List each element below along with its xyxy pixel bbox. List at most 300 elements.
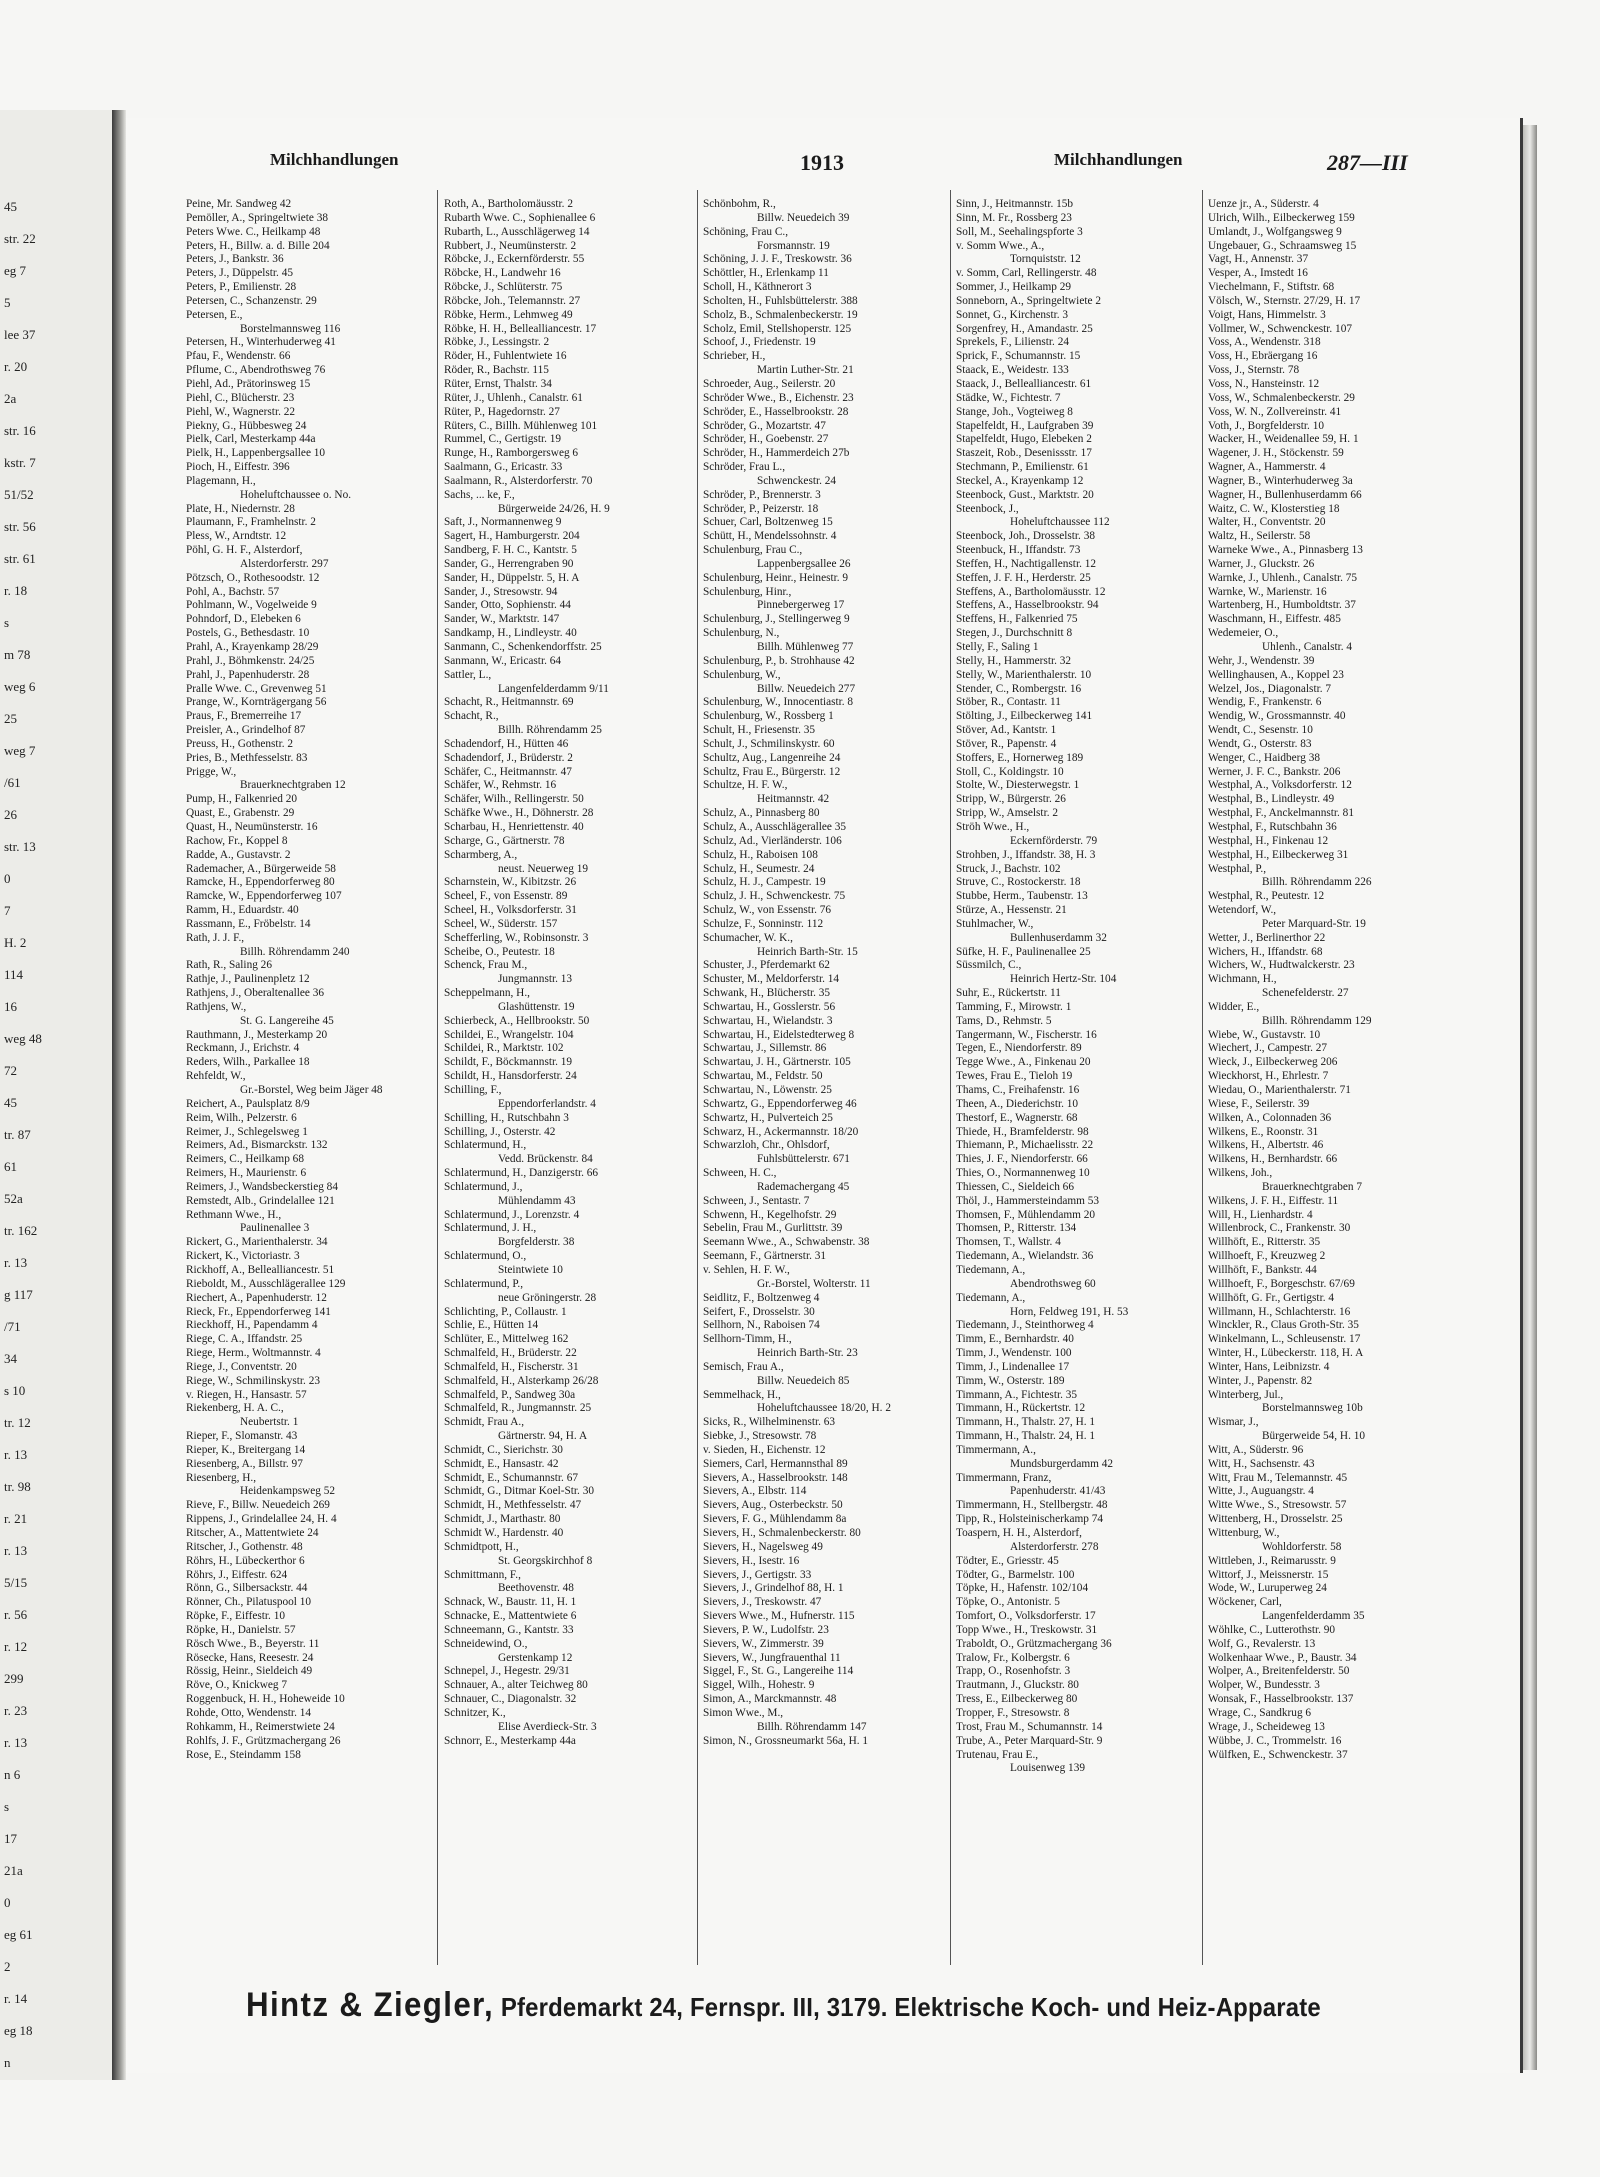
listing-entry: Schnorr, E., Mesterkamp 44a — [444, 1734, 576, 1747]
previous-page-text: str. 22 — [4, 231, 36, 246]
listing-entry: Wieck, J., Eilbeckerweg 206 — [1208, 1056, 1338, 1069]
listing-entry: Thies, J. F., Niendorferstr. 66 — [956, 1153, 1088, 1166]
listing-entry: Borstelmannsweg 10b — [1262, 1402, 1363, 1415]
listing-entry: Schenefelderstr. 27 — [1262, 987, 1349, 1000]
listing-entry: Ritscher, J., Gothenstr. 48 — [186, 1540, 303, 1553]
listing-entry: Schroeder, Aug., Seilerstr. 20 — [703, 377, 836, 390]
previous-page-text: 7 — [4, 903, 11, 918]
listing-column-3 — [703, 198, 951, 1958]
listing-entry: Lappenbergsallee 26 — [757, 557, 851, 570]
listing-entry: Schulenburg, W., Innocentiastr. 8 — [703, 696, 854, 709]
listing-entry: Stubbe, Herm., Taubenstr. 13 — [956, 890, 1088, 903]
listing-entry: Rieckhoff, H., Papendamm 4 — [186, 1319, 318, 1332]
listing-entry: Röbcke, H., Landwehr 16 — [444, 267, 561, 280]
listing-entry: v. Somm, Carl, Rellingerstr. 48 — [956, 267, 1097, 280]
listing-entry: Schmidt, C., Sierichstr. 30 — [444, 1443, 563, 1456]
listing-entry: Simon Wwe., M., — [703, 1706, 784, 1719]
previous-page-text: H. 2 — [4, 935, 27, 950]
listing-entry: Schulz, H. J., Campestr. 19 — [703, 876, 826, 889]
listing-entry: Seemann, F., Gärtnerstr. 31 — [703, 1250, 827, 1263]
listing-column-5 — [1208, 198, 1470, 1958]
previous-page-text: 21a — [4, 1863, 23, 1878]
listing-entry: Sinn, M. Fr., Rossberg 23 — [956, 211, 1072, 224]
listing-entry: Schwartau, N., Löwenstr. 25 — [703, 1084, 832, 1096]
listing-entry: Schöttler, H., Erlenkamp 11 — [703, 267, 829, 280]
listing-entry: Westphal, B., Lindleystr. 49 — [1208, 793, 1335, 806]
listing-entry: Warnke, J., Uhlenh., Canalstr. 75 — [1208, 571, 1358, 584]
listing-entry: Umlandt, J., Wolfgangsweg 9 — [1208, 225, 1342, 238]
listing-entry: Schnacke, E., Mattentwiete 6 — [444, 1610, 577, 1623]
listing-entry: Wendt, G., Osterstr. 83 — [1208, 737, 1312, 750]
listing-entry: Willenbrock, C., Frankenstr. 30 — [1208, 1222, 1351, 1235]
listing-entry: Struve, C., Rostockerstr. 18 — [956, 876, 1081, 889]
previous-page-text: s 10 — [4, 1383, 26, 1398]
previous-page-text: str. 56 — [4, 519, 36, 534]
listing-entry: Billh. Röhrendamm 25 — [498, 724, 602, 737]
previous-page-text: lee 37 — [4, 327, 36, 342]
listing-entry: Warneke Wwe., A., Pinnasberg 13 — [1208, 544, 1363, 557]
listing-entry: Timmermann, Franz, — [956, 1471, 1052, 1484]
listing-entry: Schlüter, E., Mittelweg 162 — [444, 1333, 569, 1346]
listing-entry: Rubbert, J., Neumünsterstr. 2 — [444, 239, 577, 252]
listing-entry: Pries, B., Methfesselstr. 83 — [186, 751, 308, 764]
listing-entry: Schulz, A., Pinnasberg 80 — [703, 807, 820, 820]
previous-page-text: /71 — [4, 1319, 21, 1334]
listing-entry: Reim, Wilh., Pelzerstr. 6 — [186, 1111, 297, 1124]
listing-entry: Glashüttenstr. 19 — [498, 1000, 575, 1013]
listing-entry: Sievers, H., Isestr. 16 — [703, 1554, 800, 1567]
previous-page-text: r. 20 — [4, 359, 28, 374]
page-edge — [1523, 125, 1537, 2070]
listing-entry: Eckernförderstr. 79 — [1010, 834, 1098, 847]
listing-entry: Seifert, F., Drosselstr. 30 — [703, 1305, 815, 1318]
listing-entry: Rieper, K., Breitergang 14 — [186, 1443, 306, 1456]
listing-entry: Schnitzer, K., — [444, 1706, 506, 1719]
listing-entry: Tropper, F., Stresowstr. 8 — [956, 1706, 1070, 1719]
listing-entry: Schröder, P., Brennerstr. 3 — [703, 488, 821, 501]
listing-entry: v. Sehlen, H. F. W., — [703, 1263, 790, 1276]
listing-entry: Voss, N., Hansteinstr. 12 — [1208, 377, 1320, 390]
listing-entry: Preisler, A., Grindelhof 87 — [186, 724, 306, 737]
listing-entry: Timmermann, A., — [956, 1443, 1036, 1456]
listing-entry: Schmidtpott, H., — [444, 1540, 519, 1553]
listing-entry: Röpke, F., Eiffestr. 10 — [186, 1610, 285, 1623]
listing-entry: Wolper, W., Bundesstr. 3 — [1208, 1679, 1320, 1692]
listing-entry: Prahl, A., Krayenkamp 28/29 — [186, 641, 319, 653]
previous-page-text: 2 — [4, 1959, 11, 1974]
advertisement-text: Pferdemarkt 24, Fernspr. III, 3179. Elektrische Koch- und Heiz-Apparate — [500, 1992, 1321, 2022]
listing-entry: Sievers, P. W., Ludolfstr. 23 — [703, 1623, 829, 1636]
listing-entry: Rieck, Fr., Eppendorferweg 141 — [186, 1305, 331, 1318]
listing-entry: Schwartau, H., Eidelstedterweg 8 — [703, 1028, 855, 1041]
listing-entry: Rohkamm, H., Reimerstwiete 24 — [186, 1720, 335, 1733]
listing-entry: Schildei, R., Marktstr. 102 — [444, 1042, 564, 1055]
listing-entry: Heidenkampsweg 52 — [240, 1485, 336, 1498]
listing-entry: Piehl, C., Blücherstr. 23 — [186, 391, 295, 404]
listing-entry: Schwartau, J., Sillemstr. 86 — [703, 1042, 827, 1055]
listing-entry: Schlatermund, O., — [444, 1250, 527, 1263]
running-head-left: Milchhandlungen — [270, 150, 399, 169]
listing-entry: Neubertstr. 1 — [240, 1416, 299, 1429]
listing-entry: Pohl, A., Bachstr. 57 — [186, 585, 280, 598]
listing-entry: Schmidt, E., Hansastr. 42 — [444, 1457, 559, 1470]
listing-entry: Schadendorf, H., Hütten 46 — [444, 737, 569, 750]
listing-entry: Wilkens, E., Roonstr. 31 — [1208, 1125, 1319, 1138]
page-number: 287—III — [1327, 150, 1408, 175]
listing-entry: Langenfelderdamm 35 — [1262, 1610, 1365, 1623]
listing-entry: Pöhl, G. H. F., Alsterdorf, — [186, 544, 303, 557]
listing-entry: Steffens, A., Hasselbrookstr. 94 — [956, 599, 1099, 612]
listing-entry: Schröder, E., Hasselbrookstr. 28 — [703, 405, 849, 418]
previous-page-text: eg 18 — [4, 2023, 33, 2038]
listing-entry: v. Riegen, H., Hansastr. 57 — [186, 1388, 307, 1401]
listing-entry: Billh. Röhrendamm 147 — [757, 1720, 867, 1733]
listing-entry: Sander, G., Herrengraben 90 — [444, 557, 574, 570]
listing-entry: Walter, H., Conventstr. 20 — [1208, 516, 1326, 529]
listing-entry: Riege, W., Schmilinskystr. 23 — [186, 1374, 321, 1387]
listing-entry: Siggel, Wilh., Hohestr. 9 — [703, 1679, 815, 1692]
listing-entry: Schmalfeld, H., Alsterkamp 26/28 — [444, 1374, 599, 1387]
listing-entry: Rathje, J., Paulinenpletz 12 — [186, 973, 310, 986]
listing-entry: Schacht, R., Heitmannstr. 69 — [444, 696, 574, 709]
listing-entry: Rönn, G., Silbersackstr. 44 — [186, 1582, 308, 1595]
listing-entry: Reckmann, J., Erichstr. 4 — [186, 1042, 300, 1055]
listing-entry: Scheel, W., Süderstr. 157 — [444, 917, 558, 930]
listing-entry: Rathjens, W., — [186, 1000, 247, 1013]
listing-entry: Reichert, A., Paulsplatz 8/9 — [186, 1097, 310, 1110]
listing-entry: Wagner, A., Hammerstr. 4 — [1208, 461, 1326, 474]
listing-entry: v. Somm Wwe., A., — [956, 239, 1045, 252]
listing-entry: Wiebe, W., Gustavstr. 10 — [1208, 1028, 1321, 1041]
listing-entry: Schäfer, C., Heitmannstr. 47 — [444, 765, 572, 778]
listing-entry: Sievers, Aug., Osterbeckstr. 50 — [703, 1499, 843, 1512]
previous-page-text: str. 61 — [4, 551, 36, 566]
listing-entry: Schwank, H., Blücherstr. 35 — [703, 987, 831, 1000]
listing-entry: Schmalfeld, P., Sandweg 30a — [444, 1388, 576, 1401]
listing-entry: Wöhlke, C., Lutterothstr. 90 — [1208, 1623, 1336, 1636]
listing-column-4 — [956, 198, 1204, 1958]
listing-entry: Schilling, J., Osterstr. 42 — [444, 1125, 556, 1138]
listing-entry: Schwartau, J. H., Gärtnerstr. 105 — [703, 1056, 851, 1069]
listing-entry: Petersen, C., Schanzenstr. 29 — [186, 294, 317, 307]
listing-entry: Voss, J., Sternstr. 78 — [1208, 364, 1300, 377]
listing-entry: Sprick, F., Schumannstr. 15 — [956, 350, 1081, 363]
listing-entry: Topp Wwe., H., Treskowstr. 31 — [956, 1623, 1098, 1636]
listing-entry: Tegen, E., Niendorferstr. 89 — [956, 1042, 1082, 1055]
listing-entry: Schmalfeld, H., Fischerstr. 31 — [444, 1360, 579, 1373]
listing-entry: Werner, J. F. C., Bankstr. 206 — [1208, 765, 1341, 778]
listing-entry: Billh. Röhrendamm 129 — [1262, 1014, 1372, 1027]
listing-entry: Thiemann, P., Michaelisstr. 22 — [956, 1139, 1094, 1152]
listing-entry: Westphal, H., Finkenau 12 — [1208, 834, 1329, 847]
listing-entry: Städke, W., Fichtestr. 7 — [956, 391, 1061, 404]
listing-entry: Stoffers, E., Hornerweg 189 — [956, 751, 1084, 764]
listing-entry: Sievers, A., Elbstr. 114 — [703, 1485, 807, 1498]
listing-entry: Thams, C., Freihafenstr. 16 — [956, 1084, 1080, 1096]
listing-entry: Riekenberg, H. A. C., — [186, 1402, 284, 1415]
listing-entry: Schmittmann, F., — [444, 1568, 521, 1581]
listing-entry: Siggel, F., St. G., Langereihe 114 — [703, 1665, 854, 1678]
listing-entry: Westphal, R., Peutestr. 12 — [1208, 890, 1325, 903]
listing-entry: Trube, A., Peter Marquard-Str. 9 — [956, 1734, 1103, 1747]
listing-entry: Stuhlmacher, W., — [956, 917, 1034, 930]
listing-entry: Schulz, H., Raboisen 108 — [703, 848, 818, 861]
listing-entry: Staack, E., Weidestr. 133 — [956, 364, 1069, 377]
listing-entry: Peters Wwe. C., Heilkamp 48 — [186, 225, 321, 238]
listing-entry: Rose, E., Steindamm 158 — [186, 1748, 301, 1761]
listing-entry: Schnepel, J., Hegestr. 29/31 — [444, 1665, 570, 1678]
previous-page-text: g 117 — [4, 1287, 33, 1302]
listing-entry: Sandkamp, H., Lindleystr. 40 — [444, 627, 577, 640]
listing-entry: Voss, A., Wendenstr. 318 — [1208, 336, 1321, 349]
previous-page-text: 45 — [4, 1095, 17, 1110]
listing-entry: Steenbuck, H., Iffandstr. 73 — [956, 544, 1081, 557]
listing-entry: Töpke, O., Antonistr. 5 — [956, 1596, 1060, 1609]
listing-entry: Westphal, A., Volksdorferstr. 12 — [1208, 779, 1352, 792]
listing-entry: Röder, H., Fuhlentwiete 16 — [444, 350, 567, 363]
listing-entry: Sandberg, F. H. C., Kantstr. 5 — [444, 544, 577, 557]
listing-entry: Wichers, W., Hudtwalckerstr. 23 — [1208, 959, 1355, 972]
listing-entry: Prange, W., Kornträgergang 56 — [186, 696, 327, 709]
listing-entry: Willmann, H., Schlachterstr. 16 — [1208, 1305, 1351, 1318]
listing-entry: Peter Marquard-Str. 19 — [1262, 917, 1366, 930]
listing-entry: Gr.-Borstel, Weg beim Jäger 48 — [240, 1084, 383, 1096]
previous-page-text: tr. 87 — [4, 1127, 31, 1142]
listing-entry: Tress, E., Eilbeckerweg 80 — [956, 1693, 1078, 1706]
previous-page-text: weg 7 — [4, 743, 36, 758]
listing-entry: Billh. Röhrendamm 240 — [240, 945, 350, 958]
listing-entry: Alsterdorferstr. 297 — [240, 557, 329, 570]
listing-entry: Reimers, J., Wandsbeckerstieg 84 — [186, 1180, 338, 1193]
listing-entry: Vollmer, W., Schwenckestr. 107 — [1208, 322, 1352, 335]
listing-entry: Sander, Otto, Sophienstr. 44 — [444, 599, 571, 612]
listing-entry: Billw. Neuedeich 85 — [757, 1374, 850, 1387]
listing-entry: Borgfelderstr. 38 — [498, 1236, 575, 1249]
listing-entry: Theen, A., Diederichstr. 10 — [956, 1097, 1079, 1110]
listing-entry: Billh. Mühlenweg 77 — [757, 641, 854, 653]
listing-entry: Tödter, E., Griesstr. 45 — [956, 1554, 1059, 1567]
listing-entry: Hoheluftchaussee 18/20, H. 2 — [757, 1402, 891, 1415]
listing-entry: St. G. Langereihe 45 — [240, 1014, 334, 1027]
listing-entry: Wolkenhaar Wwe., P., Baustr. 34 — [1208, 1651, 1357, 1664]
previous-page-text: r. 13 — [4, 1735, 28, 1750]
listing-entry: Forsmannstr. 19 — [757, 239, 830, 252]
listing-entry: Billw. Neuedeich 277 — [757, 682, 856, 695]
listing-entry: Schoof, J., Friedenstr. 19 — [703, 336, 816, 349]
listing-entry: Rüter, P., Hagedornstr. 27 — [444, 405, 560, 418]
listing-entry: Schulenburg, N., — [703, 627, 780, 640]
listing-entry: Töpke, H., Hafenstr. 102/104 — [956, 1582, 1089, 1595]
previous-page-text: r. 13 — [4, 1255, 28, 1270]
listing-entry: Hoheluftchaussee o. No. — [240, 488, 352, 501]
previous-page-text: r. 23 — [4, 1703, 28, 1718]
listing-entry: Louisenweg 139 — [1010, 1762, 1085, 1775]
listing-entry: Scheel, F., von Essenstr. 89 — [444, 890, 568, 903]
book-gutter — [112, 110, 126, 2080]
previous-page-text: n — [4, 2055, 11, 2070]
listing-entry: Voss, W., Schmalenbeckerstr. 29 — [1208, 391, 1355, 404]
previous-page-text: s — [4, 1799, 10, 1814]
listing-entry: Piekny, G., Hübbesweg 24 — [186, 419, 307, 432]
listing-entry: Wilkens, H., Bernhardstr. 66 — [1208, 1153, 1338, 1166]
listing-entry: Remstedt, Alb., Grindelallee 121 — [186, 1194, 335, 1207]
listing-entry: Schuer, Carl, Boltzenweg 15 — [703, 516, 833, 529]
listing-entry: Schneemann, G., Kantstr. 33 — [444, 1623, 574, 1636]
listing-entry: Schmidt, E., Schumannstr. 67 — [444, 1471, 578, 1484]
listing-entry: Widder, E., — [1208, 1000, 1260, 1013]
listing-entry: Simon, N., Grossneumarkt 56a, H. 1 — [703, 1734, 869, 1747]
listing-entry: Wrage, J., Scheideweg 13 — [1208, 1720, 1325, 1733]
listing-entry: Stelly, H., Hammerstr. 32 — [956, 654, 1072, 667]
listing-entry: Tiedemann, A., Wielandstr. 36 — [956, 1250, 1094, 1263]
listing-entry: Schröder, H., Goebenstr. 27 — [703, 433, 829, 446]
advertisement-footer — [246, 1986, 1321, 2025]
listing-entry: Schäfer, W., Rehmstr. 16 — [444, 779, 557, 792]
listing-entry: Ströh Wwe., H., — [956, 820, 1030, 833]
listing-entry: Tralow, Fr., Kolbergstr. 6 — [956, 1651, 1070, 1664]
previous-page-text: 52a — [4, 1191, 23, 1206]
listing-entry: Schwarzloh, Chr., Ohlsdorf, — [703, 1139, 830, 1152]
listing-entry: Praus, F., Bremerreihe 17 — [186, 710, 302, 723]
listing-entry: Rauthmann, J., Mesterkamp 20 — [186, 1028, 328, 1041]
listing-entry: Sievers, H., Schmalenbeckerstr. 80 — [703, 1527, 861, 1539]
listing-entry: Witte, J., Auguangstr. 4 — [1208, 1485, 1314, 1498]
listing-entry: Petersen, H., Winterhuderweg 41 — [186, 336, 336, 349]
listing-entry: Sanmann, C., Schenkendorffstr. 25 — [444, 641, 602, 653]
listing-entry: Schenck, Frau M., — [444, 959, 528, 972]
previous-page-text: 61 — [4, 1159, 17, 1174]
listing-entry: Wedemeier, O., — [1208, 627, 1279, 640]
listing-entry: Vedd. Brückenstr. 84 — [498, 1153, 593, 1166]
listing-entry: Schlatermund, J. H., — [444, 1222, 537, 1235]
previous-page-text: /61 — [4, 775, 21, 790]
listing-entry: Wolper, A., Breitenfelderstr. 50 — [1208, 1665, 1350, 1678]
listing-entry: Stender, C., Rombergstr. 16 — [956, 682, 1082, 695]
listing-entry: Röhrs, J., Eiffestr. 624 — [186, 1568, 288, 1581]
listing-entry: Brauerknechtgraben 7 — [1262, 1180, 1363, 1193]
listing-entry: Vesper, A., Imstedt 16 — [1208, 267, 1308, 280]
listing-entry: Waltz, H., Seilerstr. 58 — [1208, 530, 1311, 543]
listing-entry: Wiese, F., Seilerstr. 39 — [1208, 1097, 1310, 1110]
listing-entry: Röve, O., Knickweg 7 — [186, 1679, 288, 1692]
listing-entry: Schröder, H., Hammerdeich 27b — [703, 447, 850, 460]
listing-entry: Ulrich, Wilh., Eilbeckerweg 159 — [1208, 211, 1355, 224]
listing-entry: Uenze jr., A., Süderstr. 4 — [1208, 198, 1319, 210]
listing-entry: Stripp, W., Amselstr. 2 — [956, 807, 1059, 820]
listing-entry: Quast, H., Neumünsterstr. 16 — [186, 820, 318, 833]
listing-entry: Piehl, W., Wagnerstr. 22 — [186, 405, 296, 418]
listing-entry: Winterberg, Jul., — [1208, 1388, 1284, 1401]
listing-entry: Rösecke, Hans, Reesestr. 24 — [186, 1651, 314, 1664]
listing-entry: Westphal, F., Rutschbahn 36 — [1208, 820, 1337, 833]
listing-entry: Schlatermund, H., — [444, 1139, 527, 1152]
listing-entry: Thomsen, F., Mühlendamm 20 — [956, 1208, 1096, 1221]
listing-entry: Wöckener, Carl, — [1208, 1596, 1282, 1609]
listing-entry: Westphal, F., Anckelmannstr. 81 — [1208, 807, 1354, 820]
listing-entry: Sellhorn-Timm, H., — [703, 1333, 792, 1346]
listing-entry: Schnauer, A., alter Teichweg 80 — [444, 1679, 588, 1692]
listing-entry: Semmelhack, H., — [703, 1388, 781, 1401]
listing-entry: Rubarth, L., Ausschlägerweg 14 — [444, 225, 590, 238]
listing-entry: Horn, Feldweg 191, H. 53 — [1010, 1305, 1129, 1318]
listing-entry: Wilkens, J. F. H., Eiffestr. 11 — [1208, 1194, 1339, 1207]
listing-entry: Martin Luther-Str. 21 — [757, 364, 854, 377]
listing-entry: Gr.-Borstel, Wolterstr. 11 — [757, 1277, 871, 1290]
listing-entry: Strohben, J., Iffandstr. 38, H. 3 — [956, 848, 1096, 861]
listing-entry: Steffen, J. F. H., Herderstr. 25 — [956, 571, 1091, 584]
listing-entry: Prigge, W., — [186, 765, 237, 778]
listing-entry: Ramcke, W., Eppendorferweg 107 — [186, 890, 342, 903]
listing-entry: Scharge, G., Gärtnerstr. 78 — [444, 834, 565, 847]
listing-entry: Winter, Hans, Leibnizstr. 4 — [1208, 1360, 1330, 1373]
listing-entry: Sander, W., Marktstr. 147 — [444, 613, 560, 626]
listing-entry: Scharmberg, A., — [444, 848, 518, 861]
listing-entry: Röbke, J., Lessingstr. 2 — [444, 336, 550, 349]
listing-entry: Mühlendamm 43 — [498, 1194, 576, 1207]
listing-entry: neue Gröningerstr. 28 — [498, 1291, 597, 1304]
listing-entry: Wiedau, O., Marienthalerstr. 71 — [1208, 1084, 1351, 1096]
listing-entry: Pump, H., Falkenried 20 — [186, 793, 298, 806]
previous-page-text: weg 6 — [4, 679, 36, 694]
previous-page-text: r. 21 — [4, 1511, 28, 1526]
listing-entry: Schildt, H., Hansdorferstr. 24 — [444, 1070, 577, 1083]
listing-entry: Wenger, C., Haidberg 38 — [1208, 751, 1320, 764]
listing-entry: Pielk, H., Lappenbergsallee 10 — [186, 447, 326, 460]
listing-entry: Schröder, G., Mozartstr. 47 — [703, 419, 826, 432]
listing-entry: Papenhuderstr. 41/43 — [1010, 1485, 1106, 1498]
listing-entry: Schierbeck, A., Hellbrookstr. 50 — [444, 1014, 590, 1027]
listing-entry: Sicks, R., Wilhelminenstr. 63 — [703, 1416, 836, 1429]
listing-entry: Steffens, A., Bartholomäusstr. 12 — [956, 585, 1106, 598]
listing-entry: Sievers, W., Jungfrauenthal 11 — [703, 1651, 841, 1664]
listing-entry: Sebelin, Frau M., Gurlittstr. 39 — [703, 1222, 843, 1235]
listing-entry: Thies, O., Normannenweg 10 — [956, 1167, 1090, 1180]
listing-entry: Peine, Mr. Sandweg 42 — [186, 198, 292, 210]
listing-entry: Heinrich Barth-Str. 15 — [757, 945, 858, 958]
listing-entry: Röpke, H., Danielstr. 57 — [186, 1623, 296, 1636]
listing-entry: Schulze, F., Sonninstr. 112 — [703, 917, 824, 930]
listing-entry: Stripp, W., Bürgerstr. 26 — [956, 793, 1066, 806]
listing-entry: Riesenberg, H., — [186, 1471, 257, 1484]
listing-entry: Wetendorf, W., — [1208, 904, 1277, 917]
listing-entry: Rathjens, J., Oberaltenallee 36 — [186, 987, 325, 1000]
listing-entry: Langenfelderdamm 9/11 — [498, 682, 609, 695]
listing-entry: Schmalfeld, H., Brüderstr. 22 — [444, 1347, 577, 1360]
listing-entry: Reimer, J., Schlegelsweg 1 — [186, 1125, 308, 1138]
listing-entry: Rohlfs, J. F., Grützmachergang 26 — [186, 1734, 341, 1747]
listing-entry: Schulenburg, Frau C., — [703, 544, 803, 557]
listing-entry: Schadendorf, J., Brüderstr. 2 — [444, 751, 573, 764]
listing-entry: Peters, J., Bankstr. 36 — [186, 253, 284, 266]
column-rule — [437, 190, 438, 1965]
listing-entry: Wetter, J., Berlinerthor 22 — [1208, 931, 1326, 944]
listing-entry: Wilken, A., Colonnaden 36 — [1208, 1111, 1332, 1124]
listing-entry: Rüters, C., Billh. Mühlenweg 101 — [444, 419, 598, 432]
listing-entry: Pinnebergerweg 17 — [757, 599, 845, 612]
listing-entry: Gärtnerstr. 94, H. A — [498, 1430, 588, 1443]
listing-column-1 — [186, 198, 434, 1958]
listing-column-2 — [444, 198, 692, 1958]
listing-entry: Wendig, W., Grossmannstr. 40 — [1208, 710, 1346, 723]
listing-entry: Bürgerweide 54, H. 10 — [1262, 1430, 1366, 1443]
listing-entry: Stöver, Ad., Kantstr. 1 — [956, 724, 1057, 737]
previous-page-text: tr. 12 — [4, 1415, 31, 1430]
listing-entry: Riesenberg, A., Billstr. 97 — [186, 1457, 303, 1470]
listing-entry: Wichers, H., Iffandstr. 68 — [1208, 945, 1323, 958]
listing-entry: Pemöller, A., Springeltwiete 38 — [186, 211, 328, 224]
listing-entry: Sagert, H., Hamburgerstr. 204 — [444, 530, 580, 543]
previous-page-text: 0 — [4, 871, 11, 886]
